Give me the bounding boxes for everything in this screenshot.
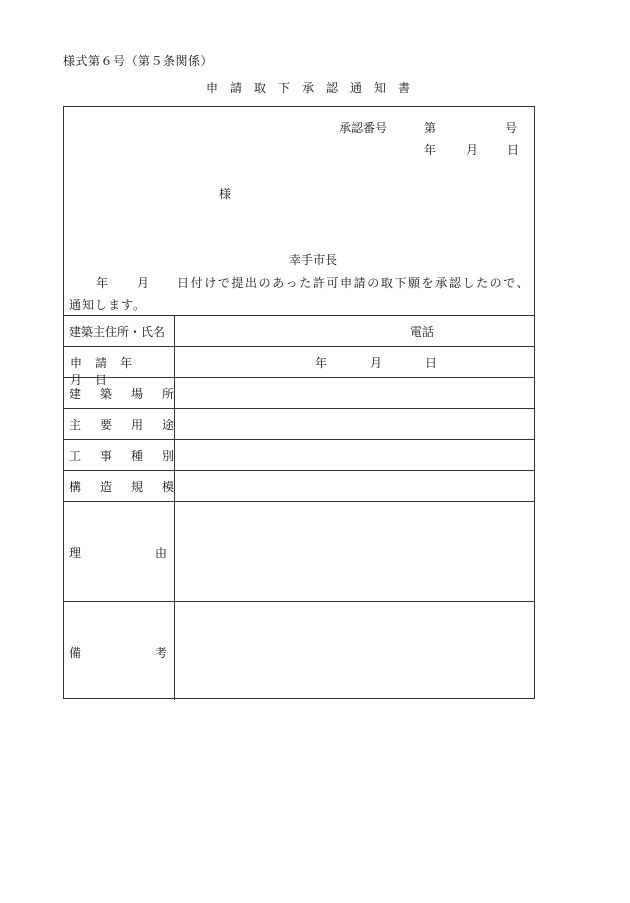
label-work-type: 工事種別 [69,449,194,463]
field-application-year: 年 [315,356,328,370]
notice-date-day: 日 [507,143,520,157]
column-divider [174,315,175,700]
rule-row-3 [64,408,534,409]
notice-date-month: 月 [466,143,479,157]
rule-header-bottom [64,315,534,316]
label-reason: 理由 [69,546,242,560]
label-building-site: 建築場所 [69,387,194,401]
approval-number-suffix: 号 [505,121,518,135]
body-text-line-2: 通知します。 [69,298,147,312]
body-year: 年 [96,276,109,290]
form-frame [63,106,535,699]
rule-row-1 [64,346,534,347]
body-text-line-1: 日付けで提出のあった許可申請の取下願を承認したので、 [177,276,531,290]
label-application-date [70,354,168,388]
addressee-suffix: 様 [219,187,232,201]
field-phone-label: 電話 [410,325,435,339]
document-title: 申請取下承認通知書 [206,81,423,95]
field-application-month: 月 [370,356,383,370]
label-applicant: 建築主住所・氏名 [69,325,166,339]
approval-number-prefix: 第 [424,121,437,135]
approval-number-label: 承認番号 [339,121,388,135]
rule-row-5 [64,470,534,471]
body-month: 月 [137,276,150,290]
form-number: 様式第６号（第５条関係） [63,54,214,68]
field-application-day: 日 [425,356,438,370]
issuer-name: 幸手市長 [289,253,338,267]
label-remarks: 備考 [69,646,242,660]
label-structure-scale: 構造規模 [69,480,194,494]
label-application-date-text: 申請年月日 [70,356,146,387]
rule-row-6 [64,501,534,502]
rule-row-7 [64,601,534,602]
rule-row-4 [64,439,534,440]
notice-date-year: 年 [424,143,437,157]
label-main-use: 主要用途 [69,418,194,432]
